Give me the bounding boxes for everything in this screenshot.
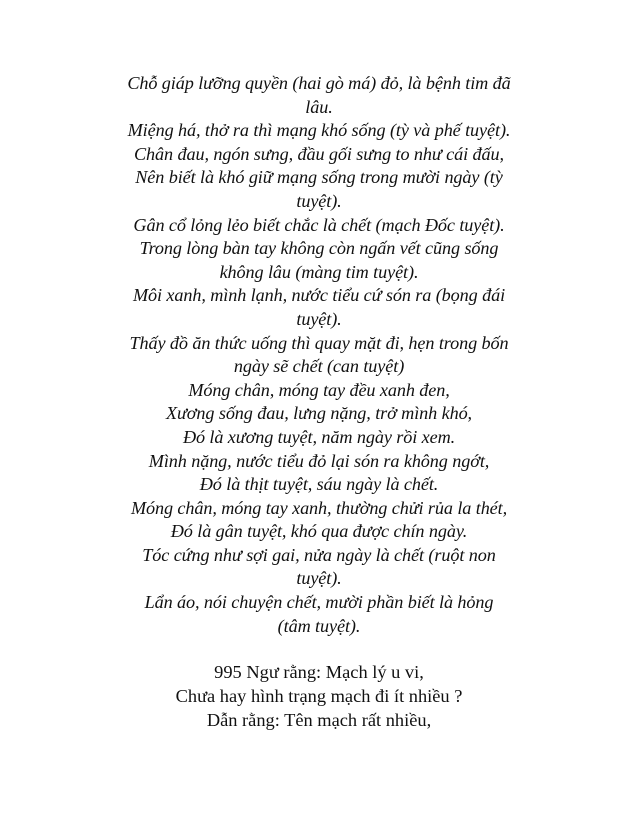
verse-line: Nên biết là khó giữ mạng sống trong mười ngày (tỳ — [135, 167, 503, 188]
verse-line: Miệng há, thở ra thì mạng khó sống (tỳ và phế tuyệt). — [127, 120, 511, 141]
dialogue-verse-block — [88, 660, 550, 733]
verse-line: Chỗ giáp lưỡng quyền (hai gò má) đỏ, là bệnh tim đã — [127, 73, 511, 93]
verse-line: Xương sống đau, lưng nặng, trở mình khó, — [165, 403, 473, 424]
verse-line: Gân cổ lỏng lẻo biết chắc là chết (mạch Đốc tuyệt). — [133, 214, 505, 235]
verse-line: (tâm tuyệt). — [277, 615, 361, 636]
verse-line: Đó là gân tuyệt, khó qua được chín ngày. — [170, 521, 468, 542]
verse-line: Trong lòng bàn tay không còn ngấn vết cũng sống — [139, 238, 499, 259]
italic-verse-block — [88, 72, 550, 638]
verse-line: Đó là xương tuyệt, năm ngày rồi xem. — [182, 426, 456, 447]
verse-line: Mình nặng, nước tiểu đỏ lại són ra không ngớt, — [148, 450, 490, 471]
verse-line: Móng chân, móng tay xanh, thường chửi rủa la thét, — [130, 497, 508, 518]
verse-line: không lâu (màng tim tuyệt). — [219, 261, 419, 282]
verse-line: tuyệt). — [296, 190, 342, 211]
verse-line: ngày sẽ chết (can tuyệt) — [233, 356, 405, 377]
dialogue-line: 995 Ngư rằng: Mạch lý u vi, — [214, 662, 424, 682]
verse-line: Lẩn áo, nói chuyện chết, mười phần biết là hỏng — [144, 592, 494, 613]
verse-line: tuyệt). — [296, 568, 342, 589]
verse-line: Thấy đồ ăn thức uống thì quay mặt đi, hẹn trong bốn — [129, 332, 509, 353]
verse-line: Chân đau, ngón sưng, đầu gối sưng to như cái đấu, — [134, 143, 504, 164]
dialogue-line: Chưa hay hình trạng mạch đi ít nhiều ? — [175, 686, 463, 707]
verse-line: Tóc cứng như sợi gai, nửa ngày là chết (ruột non — [142, 544, 496, 565]
dialogue-line: Dẫn rằng: Tên mạch rất nhiều, — [206, 710, 432, 731]
verse-line: tuyệt). — [296, 308, 342, 329]
verse-line: Đó là thịt tuyệt, sáu ngày là chết. — [199, 474, 439, 495]
verse-line: Móng chân, móng tay đều xanh đen, — [188, 379, 450, 400]
verse-line: lâu. — [305, 96, 333, 117]
verse-line: Môi xanh, mình lạnh, nước tiểu cứ són ra (bọng đái — [132, 285, 506, 306]
